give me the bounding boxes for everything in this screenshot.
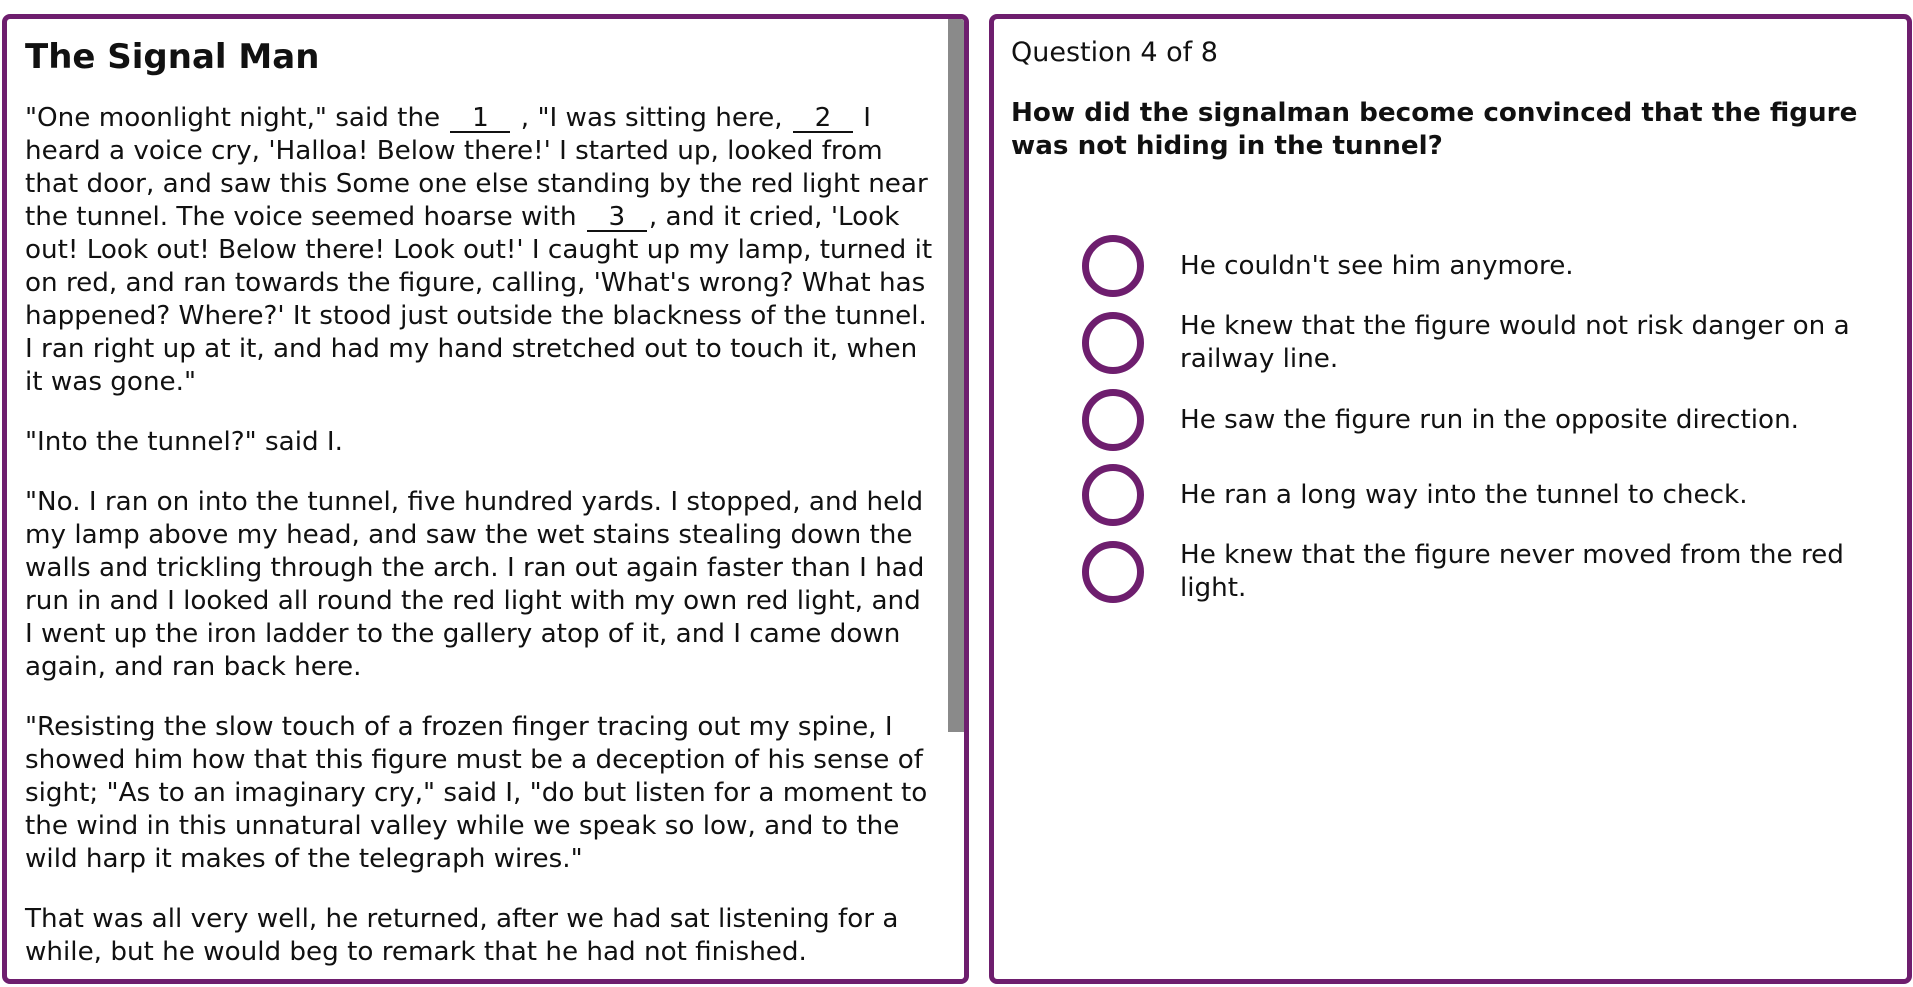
scrollbar-thumb[interactable] [948,19,964,732]
paragraph-text: "One moonlight night," said the [25,102,449,133]
radio-button-icon[interactable] [1082,312,1144,374]
passage-scrollbar[interactable] [948,19,964,979]
paragraph-text: , and it cried, 'Look out! Look out! Below there! Look out!' I caught up my lamp, turned it on red, and ran towards the figure, calling, 'What's wrong? What has happened? Where?' It stood just outside the blackness of the tunnel. I ran right up at it, and had my hand stretched out to touch it, when it was gone." [25,201,933,397]
paragraph-text: I heard a voice cry, 'Halloa! Below there!' I started up, looked from that door, and saw this Some one else standing by the red light near the tunnel. The voice seemed hoarse with [25,102,928,232]
paragraph-text: , "I was sitting here, [512,102,791,133]
question-panel [989,14,1912,984]
passage-paragraph-4: "Resisting the slow touch of a frozen finger tracing out my spine, I showed him how that this figure must be a deception of his sense of sight; "As to an imaginary cry," said I, "do but listen for a moment to the wind in this unnatural valley while we speak so low, and to the wild harp it makes of the telegraph wires." [25,711,928,874]
blank-1: 1 [450,105,510,133]
answer-option-label[interactable]: He couldn't see him anymore. [1180,250,1574,281]
passage-content[interactable] [7,19,953,979]
answer-option-3[interactable] [1082,389,1902,451]
passage-paragraph-1 [25,102,935,399]
radio-button-icon[interactable] [1082,464,1144,526]
passage-paragraph-2: "Into the tunnel?" said I. [25,426,343,457]
answer-option-1[interactable] [1082,235,1902,297]
answer-option-4[interactable] [1082,464,1902,526]
answer-option-2[interactable] [1082,310,1902,376]
radio-button-icon[interactable] [1082,235,1144,297]
passage-paragraph-3: "No. I ran on into the tunnel, five hundred yards. I stopped, and held my lamp above my head, and saw the wet stains stealing down the walls and trickling through the arch. I ran out again faster than I had run in and I looked all round the red light with my own red light, and I went up the iron ladder to the gallery atop of it, and I came down again, and ran back here. [25,486,925,682]
blank-3: 3 [587,204,647,232]
question-text: How did the signalman become convinced that the figure was not hiding in the tunnel? [1011,98,1858,161]
answer-option-label[interactable]: He knew that the figure would not risk danger on a railway line. [1180,311,1850,374]
answer-option-label[interactable]: He ran a long way into the tunnel to check. [1180,479,1748,510]
answer-options [1082,235,1902,618]
radio-button-icon[interactable] [1082,389,1144,451]
radio-button-icon[interactable] [1082,541,1144,603]
passage-title: The Signal Man [25,37,320,77]
answer-option-5[interactable] [1082,539,1902,605]
passage-panel [2,14,969,984]
passage-paragraph-5: That was all very well, he returned, after we had sat listening for a while, but he would beg to remark that he had not finished. [25,903,899,967]
answer-option-label[interactable]: He saw the figure run in the opposite direction. [1180,404,1799,435]
question-counter: Question 4 of 8 [1011,37,1218,68]
answer-option-label[interactable]: He knew that the figure never moved from the red light. [1180,540,1844,603]
blank-2: 2 [793,105,853,133]
